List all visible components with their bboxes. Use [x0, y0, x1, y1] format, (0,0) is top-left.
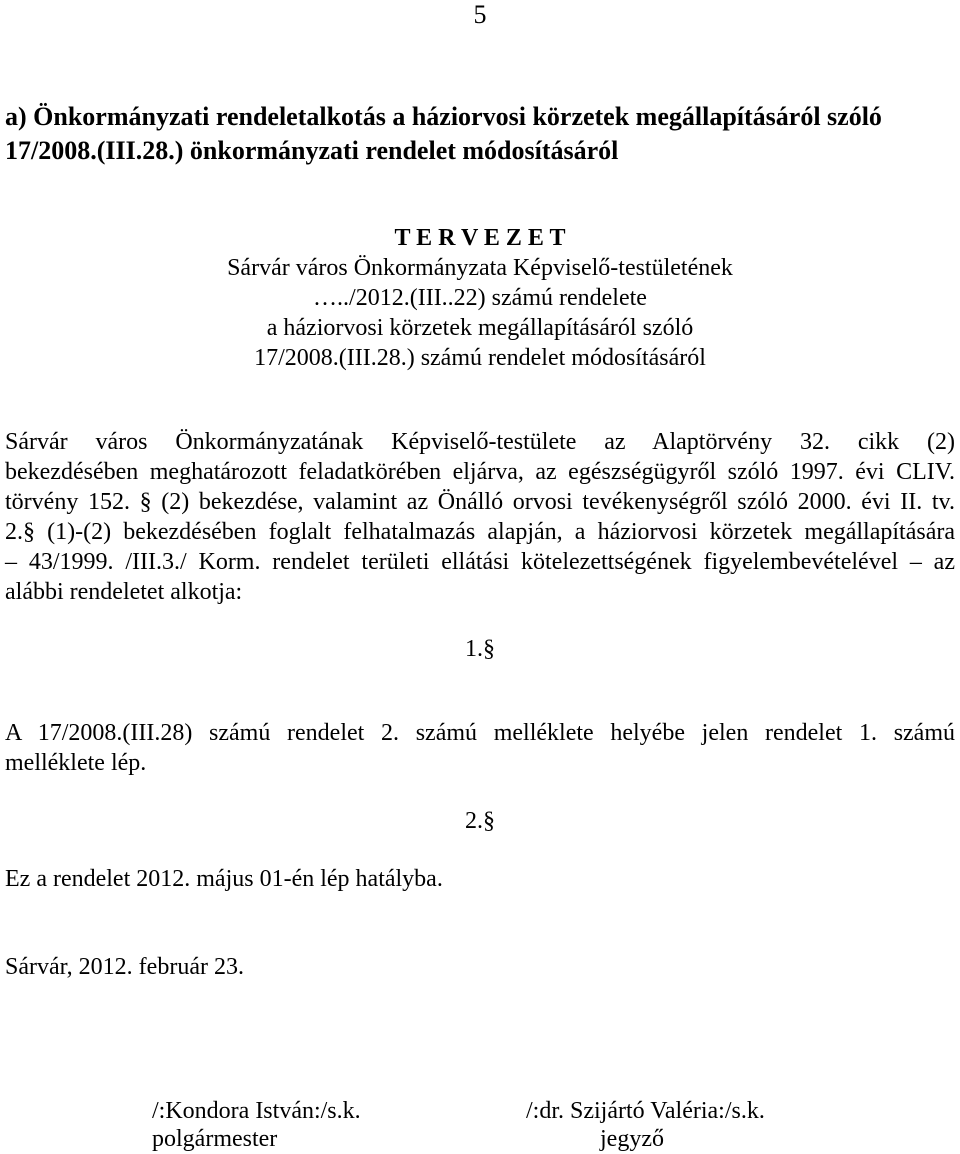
section-2-text: Ez a rendelet 2012. május 01-én lép hatályba.	[5, 866, 443, 892]
signature-left-name: /:Kondora István:/s.k.	[152, 1098, 361, 1124]
section-1-text-line: melléklete lép.	[5, 750, 147, 776]
draft-line-subject: a háziorvosi körzetek megállapításáról szóló	[266, 315, 694, 341]
document-heading-line-2: 17/2008.(III.28.) önkormányzati rendelet módosításáról	[5, 136, 619, 165]
preamble-line: alábbi rendeletet alkotja:	[5, 579, 243, 605]
signature-right-title: jegyző	[600, 1126, 664, 1152]
draft-line-amended: 17/2008.(III.28.) számú rendelet módosításáról	[254, 345, 706, 371]
place-and-date: Sárvár, 2012. február 23.	[5, 954, 244, 980]
preamble-line: 2.§ (1)-(2) bekezdésében foglalt felhatalmazás alapján, a háziorvosi körzetek megállapítására	[5, 519, 955, 545]
draft-line-issuer: Sárvár város Önkormányzata Képviselő-testületének	[227, 255, 733, 281]
draft-line-number: …../2012.(III..22) számú rendelete	[313, 285, 647, 311]
preamble-line: – 43/1999. /III.3./ Korm. rendelet területi ellátási kötelezettségének figyelembevételével – az	[5, 549, 955, 575]
section-1-text-line: A 17/2008.(III.28) számú rendelet 2. számú melléklete helyébe jelen rendelet 1. számú	[5, 720, 955, 746]
preamble-line: törvény 152. § (2) bekezdése, valamint az Önálló orvosi tevékenységről szóló 2000. évi II. tv.	[5, 489, 955, 515]
section-1-number: 1.§	[465, 636, 495, 662]
page-number: 5	[473, 0, 487, 29]
signature-right-name: /:dr. Szijártó Valéria:/s.k.	[526, 1098, 765, 1124]
draft-title: T E R V E Z E T	[394, 225, 566, 251]
document-heading-line-1: a) Önkormányzati rendeletalkotás a háziorvosi körzetek megállapításáról szóló	[5, 102, 882, 131]
preamble-line: bekezdésében meghatározott feladatkörében eljárva, az egészségügyről szóló 1997. évi CLIV.	[5, 459, 955, 485]
preamble-line: Sárvár város Önkormányzatának Képviselő-testülete az Alaptörvény 32. cikk (2)	[5, 429, 955, 455]
section-2-number: 2.§	[465, 808, 495, 834]
signature-left-title: polgármester	[152, 1126, 278, 1152]
